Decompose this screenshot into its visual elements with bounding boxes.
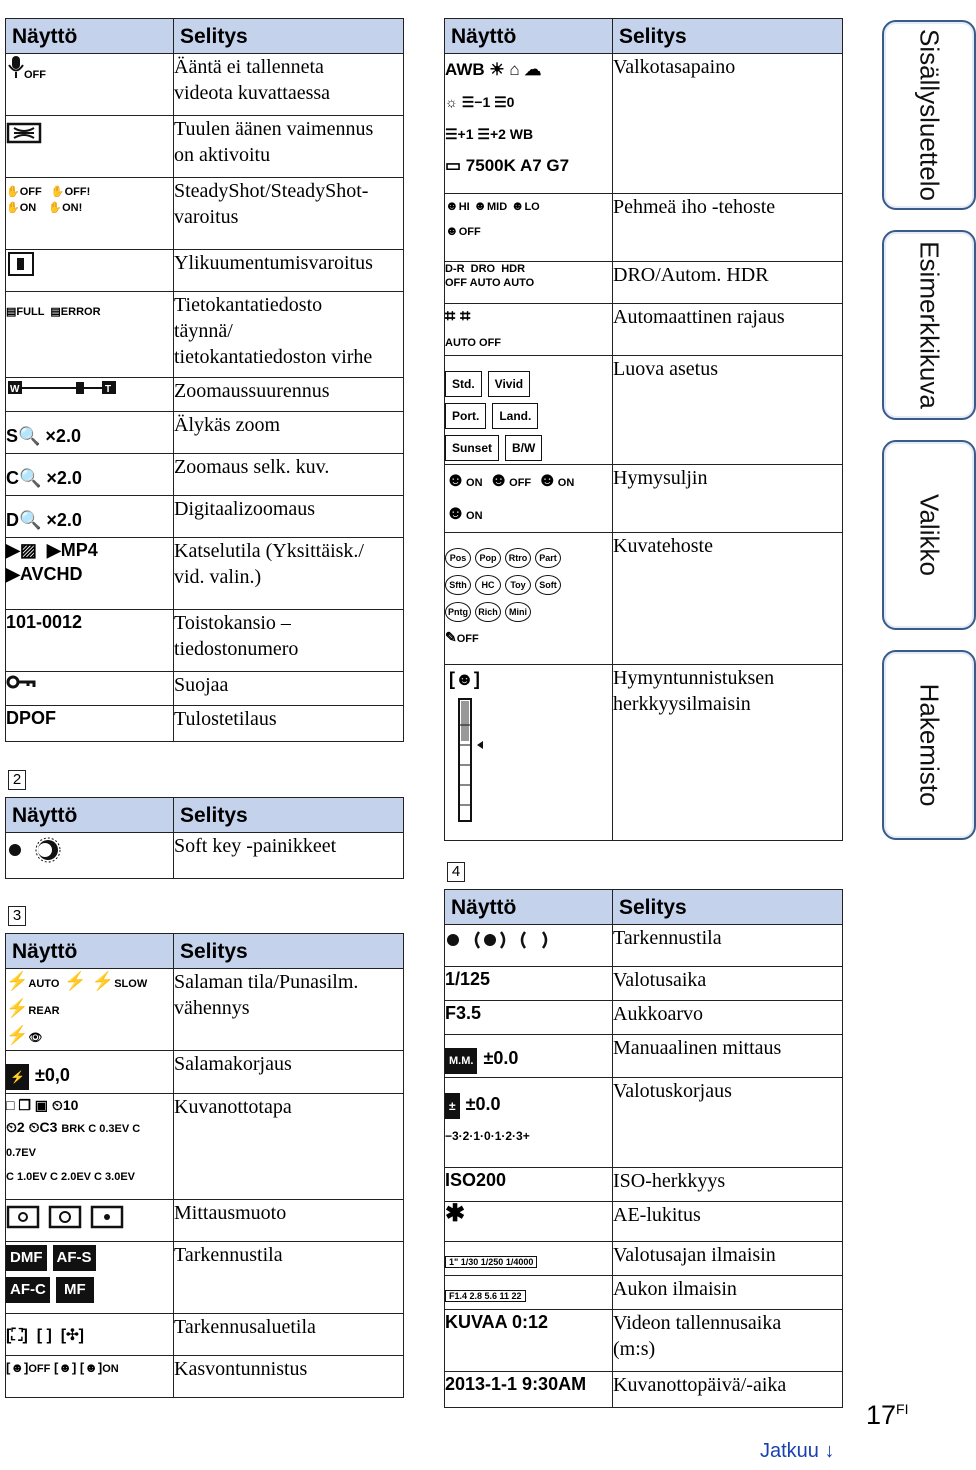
- table-row-desc: Katselutila (Yksittäisk./ vid. valin.): [174, 538, 404, 610]
- soft-skin-icon: ☻HI ☻MID ☻LO ☻OFF: [445, 194, 613, 262]
- header-display: Näyttö: [445, 19, 613, 54]
- tab-valikko[interactable]: [882, 440, 976, 630]
- clear-zoom-icon: C🔍 ×2.0: [6, 454, 174, 496]
- table-row-desc: DRO/Autom. HDR: [613, 262, 843, 304]
- digital-zoom-icon: D🔍 ×2.0: [6, 496, 174, 538]
- mic-off-icon: [6, 54, 174, 116]
- auto-framing-icon: ⌗ ⌗ AUTO OFF: [445, 304, 613, 356]
- tab-hakemisto[interactable]: [882, 650, 976, 840]
- shutter-indicator: [445, 1242, 613, 1276]
- table-row-desc: Salaman tila/Punasilm. vähennys: [174, 969, 404, 1051]
- flash-mode-icon: ⚡AUTO ⚡ ⚡SLOW ⚡REAR ⚡👁: [6, 969, 174, 1051]
- header-display: Näyttö: [445, 890, 613, 925]
- flash-comp-value: ±0,0: [34, 1065, 70, 1085]
- tab-sisallysluettelo[interactable]: [882, 20, 976, 210]
- continue-label: Jatkuu: [760, 1440, 819, 1462]
- table-row-desc: Valotusajan ilmaisin: [613, 1242, 843, 1276]
- table-row-desc: Tietokantatiedosto täynnä/ tietokantatiedoston virhe: [174, 292, 404, 378]
- dpof-label: DPOF: [6, 706, 174, 742]
- header-display: Näyttö: [6, 798, 174, 833]
- recording-time-value: KUVAA 0:12: [445, 1310, 613, 1372]
- table-row-desc: SteadyShot/SteadyShot- varoitus: [174, 178, 404, 250]
- page-suffix: FI: [896, 1401, 909, 1417]
- dro-hdr-icon: D-R DRO HDR OFF AUTO AUTO: [445, 262, 613, 304]
- svg-text:OFF: OFF: [24, 69, 46, 81]
- header-display: Näyttö: [6, 934, 174, 969]
- table-row-desc: Mittausmuoto: [174, 1200, 404, 1242]
- aperture-value: F3.5: [445, 1001, 613, 1035]
- shutter-speed-value: 1/125: [445, 967, 613, 1001]
- ae-lock-icon: ✱: [445, 1202, 613, 1242]
- tab-label: Esimerkkikuva: [914, 241, 945, 409]
- table-row-desc: Manuaalinen mittaus: [613, 1035, 843, 1078]
- exposure-comp-icon: ± ±0.0 −3·2·1·0·1·2·3+: [445, 1078, 613, 1168]
- svg-text:W: W: [10, 384, 20, 395]
- tab-label: Valikko: [914, 494, 945, 576]
- metering-icon: [6, 1200, 174, 1242]
- exposure-scale: −3·2·1·0·1·2·3+: [445, 1129, 530, 1143]
- zoom-bar-icon: [6, 378, 174, 412]
- section-number-3: 3: [8, 906, 26, 926]
- table-row-desc: Videon tallennusaika (m:s): [613, 1310, 843, 1372]
- smile-sensitivity-indicator: [445, 665, 613, 841]
- table-display-2: [5, 797, 404, 879]
- view-mode-icon: ▶▨ ▶MP4 ▶AVCHD: [6, 538, 174, 610]
- arrow-down-icon: ↓: [824, 1440, 835, 1462]
- table-row-desc: Toistokansio – tiedostonumero: [174, 610, 404, 672]
- key-protect-icon: [6, 672, 174, 706]
- table-row-desc: Zoomaus selk. kuv.: [174, 454, 404, 496]
- table-row-desc: Automaattinen rajaus: [613, 304, 843, 356]
- exposure-comp-value: ±0.0: [465, 1094, 501, 1114]
- face-detect-icon: [☻]OFF [☻] [☻]ON: [6, 1356, 174, 1398]
- aperture-indicator: [445, 1276, 613, 1310]
- table-row-desc: Älykäs zoom: [174, 412, 404, 454]
- table-row-desc: AE-lukitus: [613, 1202, 843, 1242]
- date-time-value: 2013-1-1 9:30AM: [445, 1372, 613, 1408]
- table-row-desc: Aukkoarvo: [613, 1001, 843, 1035]
- table-row-desc: Luova asetus: [613, 356, 843, 465]
- svg-text:[☻]: [☻]: [449, 669, 480, 689]
- table-row-desc: Valkotasapaino: [613, 54, 843, 194]
- svg-text:T: T: [105, 384, 112, 395]
- table-row-desc: Digitaalizoomaus: [174, 496, 404, 538]
- table-display-1: [5, 18, 404, 742]
- focus-status-icon: [445, 925, 613, 967]
- header-description: Selitys: [613, 19, 843, 54]
- wind-noise-icon: [6, 116, 174, 178]
- steadyshot-icon: ✋OFF ✋OFF! ✋ON ✋ON!: [6, 178, 174, 250]
- tab-esimerkkikuva[interactable]: [882, 230, 976, 420]
- folder-file-number: 101-0012: [6, 610, 174, 672]
- header-description: Selitys: [174, 798, 404, 833]
- iso-value: ISO200: [445, 1168, 613, 1202]
- table-row-desc: Tulostetilaus: [174, 706, 404, 742]
- table-row-desc: Salamakorjaus: [174, 1051, 404, 1094]
- drive-mode-icon: □ ❐ ▣ ⏲10 ⏲2 ⏲C3 BRK C 0.3EV C 0.7EV C 1.0EV C 2.0EV C 3.0EV: [6, 1094, 174, 1200]
- soft-key-icon: [6, 833, 174, 879]
- header-description: Selitys: [174, 19, 404, 54]
- focus-area-icon: [⛶] [ ] [✣]: [6, 1314, 174, 1356]
- shutter-indicator-scale: 1" 1/30 1/250 1/4000: [445, 1256, 537, 1268]
- creative-style-icon: Std. Vivid Port. Land. Sunset B/W: [445, 356, 613, 465]
- table-row-desc: Kuvatehoste: [613, 533, 843, 665]
- manual-metering-icon: M.M. ±0.0: [445, 1035, 613, 1078]
- continue-link[interactable]: [760, 1440, 835, 1463]
- table-row-desc: Tarkennusaluetila: [174, 1314, 404, 1356]
- table-row-desc: Kasvontunnistus: [174, 1356, 404, 1398]
- page-number-value: 17: [866, 1400, 897, 1430]
- table-row-desc: Valotuskorjaus: [613, 1078, 843, 1168]
- table-row-desc: Ääntä ei tallenneta videota kuvattaessa: [174, 54, 404, 116]
- database-icon: ▤FULL ▤ERROR: [6, 292, 174, 378]
- section-number-4: 4: [447, 862, 465, 882]
- page-number: [866, 1400, 909, 1431]
- section-number-2: 2: [8, 770, 26, 790]
- header-description: Selitys: [174, 934, 404, 969]
- smile-shutter-icon: ☻ON ☻OFF ☻ON ☻ON: [445, 465, 613, 533]
- table-row-desc: Hymyntunnistuksen herkkyysilmaisin: [613, 665, 843, 841]
- table-row-desc: Suojaa: [174, 672, 404, 706]
- table-row-desc: Zoomaussuurennus: [174, 378, 404, 412]
- white-balance-icon: AWB ☀ ⌂ ☁ ☼ ☰−1 ☰0 ☰+1 ☰+2 WB ▭ 7500K A7 G7: [445, 54, 613, 194]
- flash-comp-icon: ⚡ ±0,0: [6, 1051, 174, 1094]
- table-display-3: [5, 933, 404, 1398]
- table-row-desc: Ylikuumentumisvaroitus: [174, 250, 404, 292]
- table-display-4b: [444, 889, 843, 1408]
- table-row-desc: Soft key -painikkeet: [174, 833, 404, 879]
- tab-label: Sisällysluettelo: [914, 29, 945, 201]
- table-row-desc: Tarkennustila: [174, 1242, 404, 1314]
- table-row-desc: Valotusaika: [613, 967, 843, 1001]
- picture-effect-icon: Pos Pop Rtro Part Sfth HC Toy Soft Pntg Rich Mini ✎OFF: [445, 533, 613, 665]
- tab-label: Hakemisto: [914, 683, 945, 807]
- table-row-desc: Kuvanottopäivä/-aika: [613, 1372, 843, 1408]
- aperture-indicator-scale: F1.4 2.8 5.6 11 22: [445, 1290, 526, 1302]
- header-description: Selitys: [613, 890, 843, 925]
- table-row-desc: Tuulen äänen vaimennus on aktivoitu: [174, 116, 404, 178]
- table-row-desc: Aukon ilmaisin: [613, 1276, 843, 1310]
- header-display: Näyttö: [6, 19, 174, 54]
- table-display-4a: [444, 18, 843, 841]
- focus-mode-icon: DMF AF-S AF-C MF: [6, 1242, 174, 1314]
- table-row-desc: Kuvanottotapa: [174, 1094, 404, 1200]
- smart-zoom-icon: S🔍 ×2.0: [6, 412, 174, 454]
- table-row-desc: Pehmeä iho -tehoste: [613, 194, 843, 262]
- table-row-desc: ISO-herkkyys: [613, 1168, 843, 1202]
- table-row-desc: Hymysuljin: [613, 465, 843, 533]
- overheat-icon: [6, 250, 174, 292]
- table-row-desc: Tarkennustila: [613, 925, 843, 967]
- manual-metering-value: ±0.0: [483, 1048, 519, 1068]
